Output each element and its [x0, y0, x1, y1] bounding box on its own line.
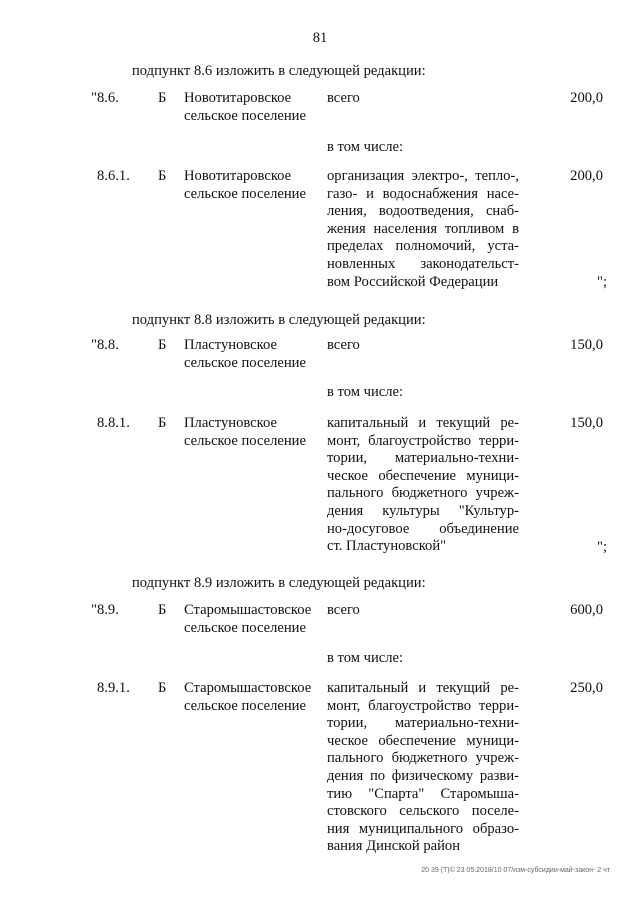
item-number: 8.6.1.	[97, 168, 130, 184]
item-total-label: всего	[327, 337, 360, 353]
item-number: "8.9.	[91, 602, 119, 618]
footer-file-path: 20 39 (Т)© 23 05.2018/10 07/изм-субсидии-май-закон- 2 чт	[421, 867, 610, 874]
section-intro: подпункт 8.9 изложить в следующей редакции:	[132, 575, 426, 591]
item-letter: Б	[158, 168, 167, 184]
section-intro: подпункт 8.6 изложить в следующей редакции:	[132, 63, 426, 79]
item-description: организация электро-, тепло-, газо- и водоснабжения насе- ления, водоотведения, снаб- жения населения топливом в пределах полномочий, уста- новленных законодательст- вом Российской Федерации	[327, 168, 519, 290]
item-description: капитальный и текущий ре- монт, благоустройство терри- тории, материально-техни- ческое обеспечение муници- пального бюджетного учреж- дения культуры "Культур- но-досуговое объединение ст. Пластуновской"	[327, 415, 519, 555]
municipality-name: Новотитаровское сельское поселение	[184, 168, 306, 202]
item-letter: Б	[158, 415, 167, 431]
municipality-name: Старомышастовское сельское поселение	[184, 602, 312, 636]
item-value: 600,0	[570, 602, 603, 618]
municipality-name: Старомышастовское сельское поселение	[184, 680, 312, 714]
item-value: 200,0	[570, 168, 603, 184]
item-letter: Б	[158, 337, 167, 353]
closing-quote: ";	[596, 274, 607, 290]
municipality-name: Пластуновское сельское поселение	[184, 415, 306, 449]
item-total-label: всего	[327, 602, 360, 618]
municipality-name: Новотитаровское сельское поселение	[184, 90, 306, 124]
item-total-label: всего	[327, 90, 360, 106]
page-number: 81	[312, 30, 328, 46]
including-label: в том числе:	[327, 650, 404, 666]
item-value: 150,0	[570, 415, 603, 431]
including-label: в том числе:	[327, 384, 404, 400]
item-letter: Б	[158, 90, 167, 106]
item-number: "8.8.	[91, 337, 119, 353]
item-value: 150,0	[570, 337, 603, 353]
item-letter: Б	[158, 680, 167, 696]
municipality-name: Пластуновское сельское поселение	[184, 337, 306, 371]
including-label: в том числе:	[327, 139, 404, 155]
item-number: 8.9.1.	[97, 680, 130, 696]
item-number: 8.8.1.	[97, 415, 130, 431]
section-intro: подпункт 8.8 изложить в следующей редакции:	[132, 312, 426, 328]
item-description: капитальный и текущий ре- монт, благоустройство терри- тории, материально-техни- ческое обеспечение муници- пального бюджетного учреж- дения по физическому разви- тию "Спарта" Старомыша- стовского сельского поселе- ния муниципального образо- вания Динской район	[327, 680, 519, 855]
item-value: 200,0	[570, 90, 603, 106]
item-number: "8.6.	[91, 90, 119, 106]
item-value: 250,0	[570, 680, 603, 696]
item-letter: Б	[158, 602, 167, 618]
closing-quote: ";	[596, 539, 607, 555]
